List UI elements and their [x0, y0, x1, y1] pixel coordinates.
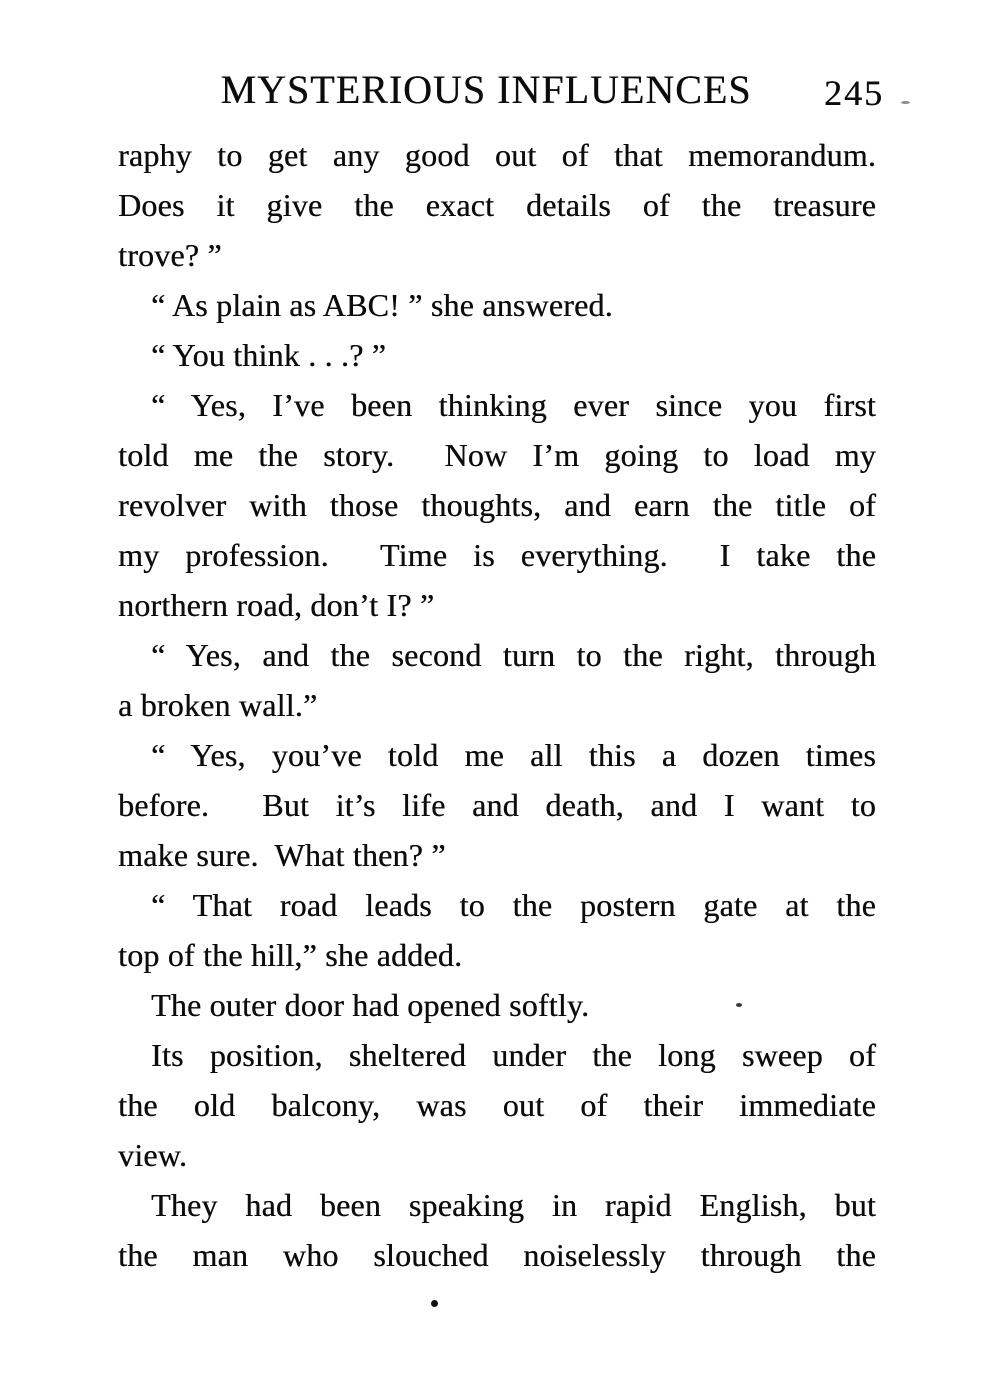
text-line: revolver with those thoughts, and earn the title of [118, 487, 876, 523]
text-line: “ Yes, I’ve been thinking ever since you first [151, 387, 876, 423]
text-line: “ Yes, and the second turn to the right, through [151, 637, 876, 673]
page-number: 245 [824, 73, 884, 113]
text-line: trove? ” [118, 237, 222, 273]
text-line: raphy to get any good out of that memorandum. [118, 137, 876, 173]
text-line: before. But it’s life and death, and I want to [118, 787, 876, 823]
text-line: Does it give the exact details of the treasure [118, 187, 876, 223]
text-line: “ As plain as ABC! ” she answered. [151, 287, 613, 323]
text-line: The outer door had opened softly. [151, 987, 590, 1023]
running-head [118, 66, 884, 114]
text-line: “ You think . . .? ” [151, 337, 387, 373]
text-line: told me the story. Now I’m going to load my [118, 437, 876, 473]
text-line: view. [118, 1137, 188, 1173]
stray-ink-dot-bottom [431, 1300, 438, 1307]
faint-dash-after-page-number [901, 101, 910, 104]
chapter-title: MYSTERIOUS INFLUENCES [220, 67, 752, 112]
text-line: the old balcony, was out of their immediate [118, 1087, 876, 1123]
text-line: make sure. What then? ” [118, 837, 446, 873]
text-line: my profession. Time is everything. I take the [118, 537, 876, 573]
text-line: They had been speaking in rapid English, but [151, 1187, 876, 1223]
text-line: the man who slouched noiselessly through the [118, 1237, 876, 1273]
text-block [118, 130, 876, 1280]
faint-dot-after-softly [736, 1003, 742, 1007]
text-line: northern road, don’t I? ” [118, 587, 435, 623]
text-line: Its position, sheltered under the long sweep of [151, 1037, 876, 1073]
text-line: a broken wall.” [118, 687, 318, 723]
text-line: “ Yes, you’ve told me all this a dozen times [151, 737, 876, 773]
text-line: “ That road leads to the postern gate at the [151, 887, 876, 923]
text-line: top of the hill,” she added. [118, 937, 463, 973]
